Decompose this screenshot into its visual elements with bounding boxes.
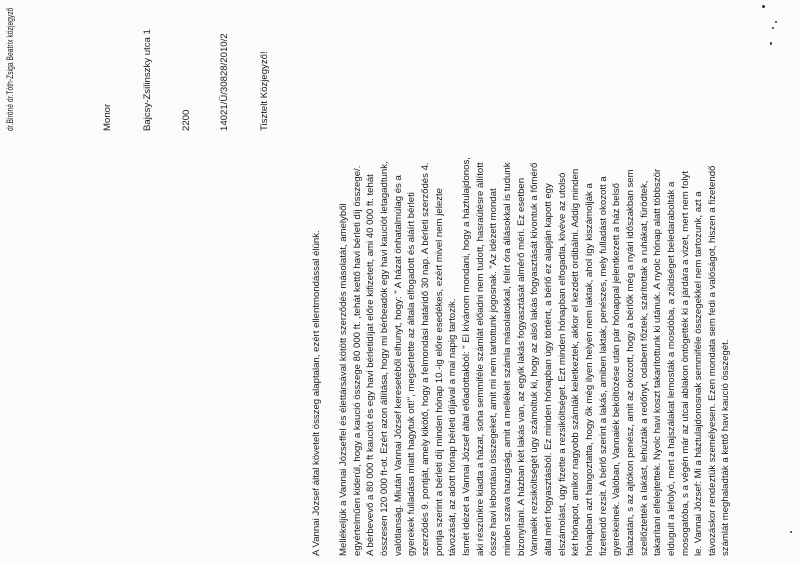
body-line: takarítani elfelejtettek. Nyolc havi koszt takarítottunk ki utánuk. A nyolc hónap alatt többször bbox=[652, 168, 664, 556]
body-line: számlát meghaladták a kettő havi kaució összegét. bbox=[720, 339, 732, 556]
body-line: gyerekeinek. Valóban, Vannaiék beköltözése után pár hónappal jelentkezett a ház belső bbox=[611, 183, 623, 556]
body-line: valótlanság. Miután Vannai József keresetéből elhunyt, hogy: " A házat önhatalmúlag és a bbox=[392, 175, 404, 556]
body-line: távozását, az adott hónap bérleti díjával a mai napig tartozik. bbox=[447, 298, 459, 556]
recipient-postcode: 2200 bbox=[181, 109, 192, 131]
body-line: szerződés 9. pontját, amely kikötő, hogy a felmondási határidő 30 nap. A bérleti szerződés 4. bbox=[419, 162, 431, 556]
scan-speck bbox=[772, 27, 774, 29]
scan-speck bbox=[790, 531, 792, 533]
body-line: által mért fogyasztásból. Ez minden hónapban úgy történt, a bérlő ez alapján kapott egy bbox=[542, 183, 554, 556]
recipient-street: Bajcsy-Zsilinszky utca 1 bbox=[142, 29, 153, 131]
body-line: összesen 120 000 ft-ot. Ezért azon állítása, hogy mi bérbeadók egy havi kauciót letagadtunk, bbox=[378, 161, 390, 556]
body-line: Ismét idézet a Vannai József által előadottakból: " El kívánom mondani, hogy a háztulajdonos, bbox=[460, 157, 472, 556]
body-line: le. Vannai József: Mi a háztulajdonosnak semmiféle összegekkel nem tartozunk, azt a bbox=[693, 191, 705, 556]
recipient-name: dr.Biróné dr.Tóth-Zsiga Beatrix közjegyző bbox=[5, 7, 16, 131]
body-line: minden szava hazugság, amit a mellékelt számla másolatokkal, felírt óra állásokkal is tudunk bbox=[501, 162, 513, 556]
body-line: gyerekek fulladása miatt hagytuk ott!", megsértette az általa elfogadott és aláírt bérleti bbox=[406, 192, 418, 556]
body-line: egyértelműen kiderül, hogy a kaució összege 80 000 ft. ,tehát kettő havi bérleti díj összege/. bbox=[351, 165, 363, 556]
body-line: két hónapot, amikor nagyobb számlák keletkeztek, akkor el kezdett ordibálni. Addig minden bbox=[570, 168, 582, 556]
body-line: bizonyítani. A házban két lakás van, az egyik lakás fogyasztását almérő méri. Ez esetben bbox=[515, 177, 527, 556]
body-line: eldugult a lefolyó, mert a hajszálakat lemosták a mosdóba, a zöldséget beledarabolták a bbox=[665, 181, 677, 556]
body-line: össze havi lebontású összegeket, amit mi nem tartottunk jogosnak. "Az idézett mondat bbox=[488, 188, 500, 556]
scan-speck bbox=[775, 21, 777, 23]
body-line: pontja szerint a bérleti díj minden hónap 10.-ig előre esedékes, ezért mivel nem jelezte bbox=[433, 188, 445, 556]
reference-number: 14021/Ü/30828/2010/2 bbox=[219, 33, 230, 131]
body-line: A Vannai József által követelt összeg alaptalan, ezért ellentmondással élünk. bbox=[311, 230, 322, 556]
body-line: hónapban azt hangoztatta, hogy ők még ilyen helyen nem laktak, ahol így kiszámolják a bbox=[583, 183, 595, 556]
body-line: A bérbevevő a 80 000 ft kauciót és egy havi bérletidíjat előre kifizetett, ami 40 000 ft. tehát bbox=[365, 174, 377, 556]
body-line: mosogatóba, s a végén már az utcai ablakon öntögették ki a járdára a vizet, mert nem folyt bbox=[679, 170, 691, 556]
body-line: szellőztették a lakást, lehúzták a redőnyt, odabent főztek, szárítottak a ruhákat, fürödtek, bbox=[638, 180, 650, 556]
scan-speck bbox=[770, 42, 772, 45]
body-line: Mellékeljük a Vannai Józseffel és élettársával kötött szerződés másolatát, amelyből bbox=[338, 203, 349, 556]
body-line: Vannaiék rezsiköltségét úgy számoltuk ki, hogy az alsó lakás fogyasztását kivontuk a főmérő bbox=[529, 162, 541, 556]
body-line: távozáskor rendeztük személyesen. Ezen mondata sem fedi a valóságot, hiszen a fizetendő bbox=[706, 165, 718, 556]
body-line: elszámolást, úgy fizette a rezsiköltséget. Ezt minden hónapban elfogadta, kivéve az utolsó bbox=[556, 172, 568, 556]
body-line: falazatán, s az ajtókon penész, amit az okozott, hogy a bérlők még a nyári időszakban sem bbox=[624, 169, 636, 556]
scan-speck bbox=[762, 5, 765, 8]
salutation: Tisztelt Közjegyző! bbox=[259, 51, 270, 131]
body-line: fizetendő rezsit. A bérlő szerint a lakás, amiben laktak, penészes, mely fulladást okozott a bbox=[597, 176, 609, 556]
recipient-city: Monor bbox=[102, 103, 113, 131]
body-line: aki részünkre kiadta a házat, soha semmiféle számlát előadni nem tudott, hasraütésre állított bbox=[474, 162, 486, 556]
